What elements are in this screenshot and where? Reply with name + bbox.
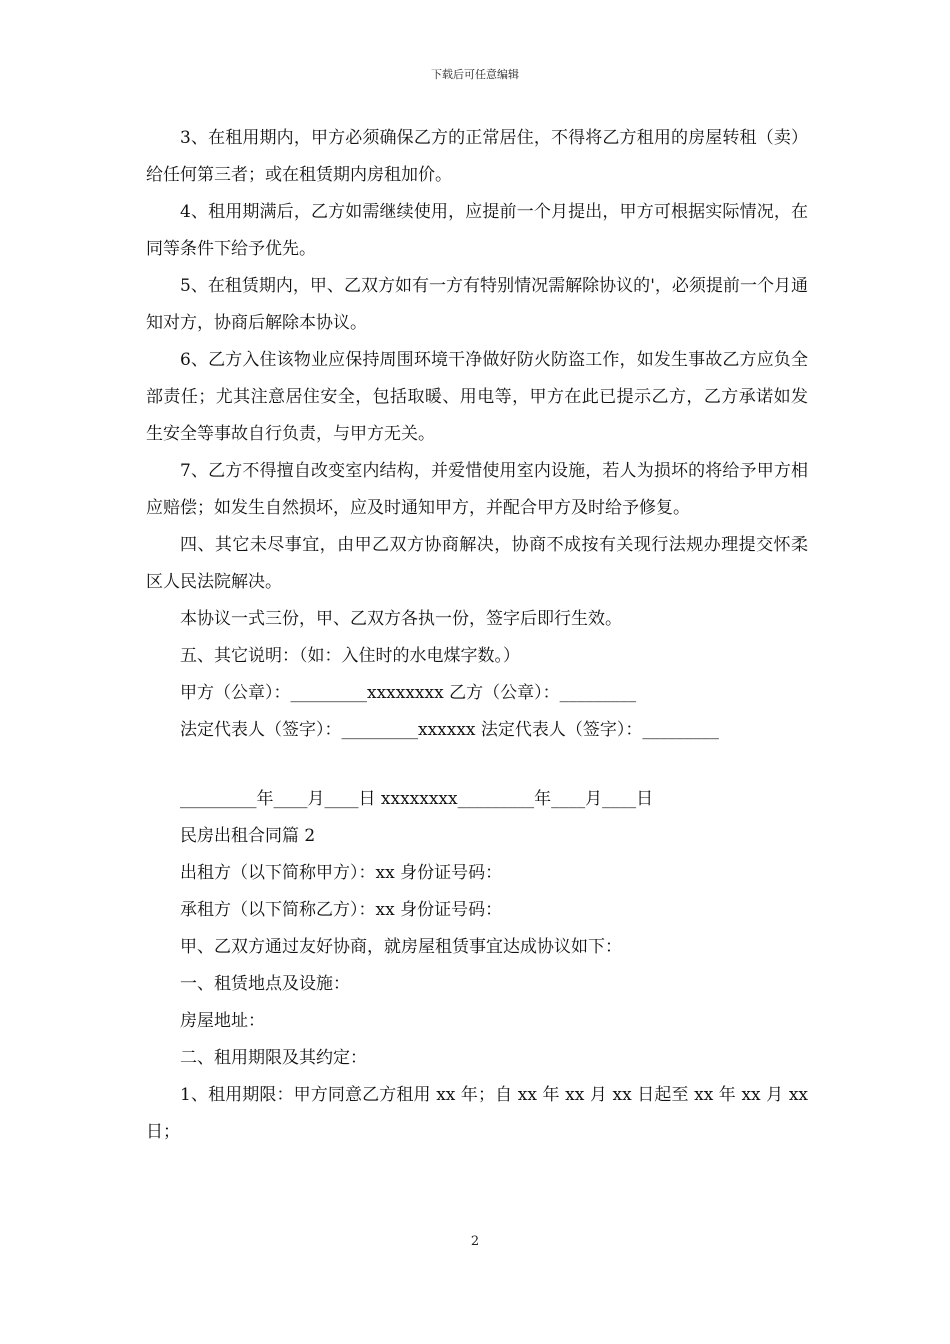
agreement-intro-line: 甲、乙双方通过友好协商，就房屋租赁事宜达成协议如下：	[180, 937, 622, 957]
page-header: 下载后可任意编辑	[431, 68, 519, 81]
page-number: 2	[470, 1234, 480, 1249]
paragraph-clause-4: 4、租用期满后，乙方如需继续使用，应提前一个月提出，甲方可根据实际情况，在同等条件下给予优先。	[146, 202, 808, 259]
blank-spacer	[146, 749, 808, 781]
party-seal-line: 甲方（公章）：_________xxxxxxxx 乙方（公章）：_________	[180, 683, 637, 703]
lessor-line: 出租方（以下简称甲方）：xx 身份证号码：	[180, 863, 503, 883]
contract-title-line: 民房出租合同篇 2	[180, 826, 316, 846]
lessee-line: 承租方（以下简称乙方）：xx 身份证号码：	[180, 900, 503, 920]
date-line: _________年____月____日 xxxxxxxx_________年____月____日	[180, 789, 654, 809]
paragraph-clause-5: 5、在租赁期内，甲、乙双方如有一方有特别情况需解除协议的'，必须提前一个月通知对方，协商后解除本协议。	[146, 276, 808, 333]
agreement-copies-line: 本协议一式三份，甲、乙双方各执一份，签字后即行生效。	[180, 609, 622, 629]
other-notes-line: 五、其它说明：（如：入住时的水电煤字数。）	[180, 646, 520, 666]
paragraph-lease-term: 1、租用期限：甲方同意乙方租用 xx 年；自 xx 年 xx 月 xx 日起至 xx 年 xx 月 xx 日；	[146, 1085, 808, 1142]
house-address-line: 房屋地址：	[180, 1011, 265, 1031]
paragraph-clause-7: 7、乙方不得擅自改变室内结构，并爱惜使用室内设施，若人为损坏的将给予甲方相应赔偿；如发生自然损坏，应及时通知甲方，并配合甲方及时给予修复。	[146, 461, 808, 518]
paragraph-section-4: 四、其它未尽事宜，由甲乙双方协商解决，协商不成按有关现行法规办理提交怀柔区人民法院解决。	[146, 535, 808, 592]
section-1-heading: 一、租赁地点及设施：	[180, 974, 350, 994]
section-2-heading: 二、租用期限及其约定：	[180, 1048, 367, 1068]
legal-rep-signature-line: 法定代表人（签字）：_________xxxxxx 法定代表人（签字）：_________	[180, 720, 719, 740]
paragraph-clause-3: 3、在租用期内，甲方必须确保乙方的正常居住，不得将乙方租用的房屋转租（卖）给任何第三者；或在租赁期内房租加价。	[146, 128, 808, 185]
paragraph-clause-6: 6、乙方入住该物业应保持周围环境干净做好防火防盗工作，如发生事故乙方应负全部责任；尤其注意居住安全，包括取暖、用电等，甲方在此已提示乙方，乙方承诺如发生安全等事故自行负责，与甲方无关。	[146, 350, 808, 444]
document-body	[146, 120, 808, 1151]
